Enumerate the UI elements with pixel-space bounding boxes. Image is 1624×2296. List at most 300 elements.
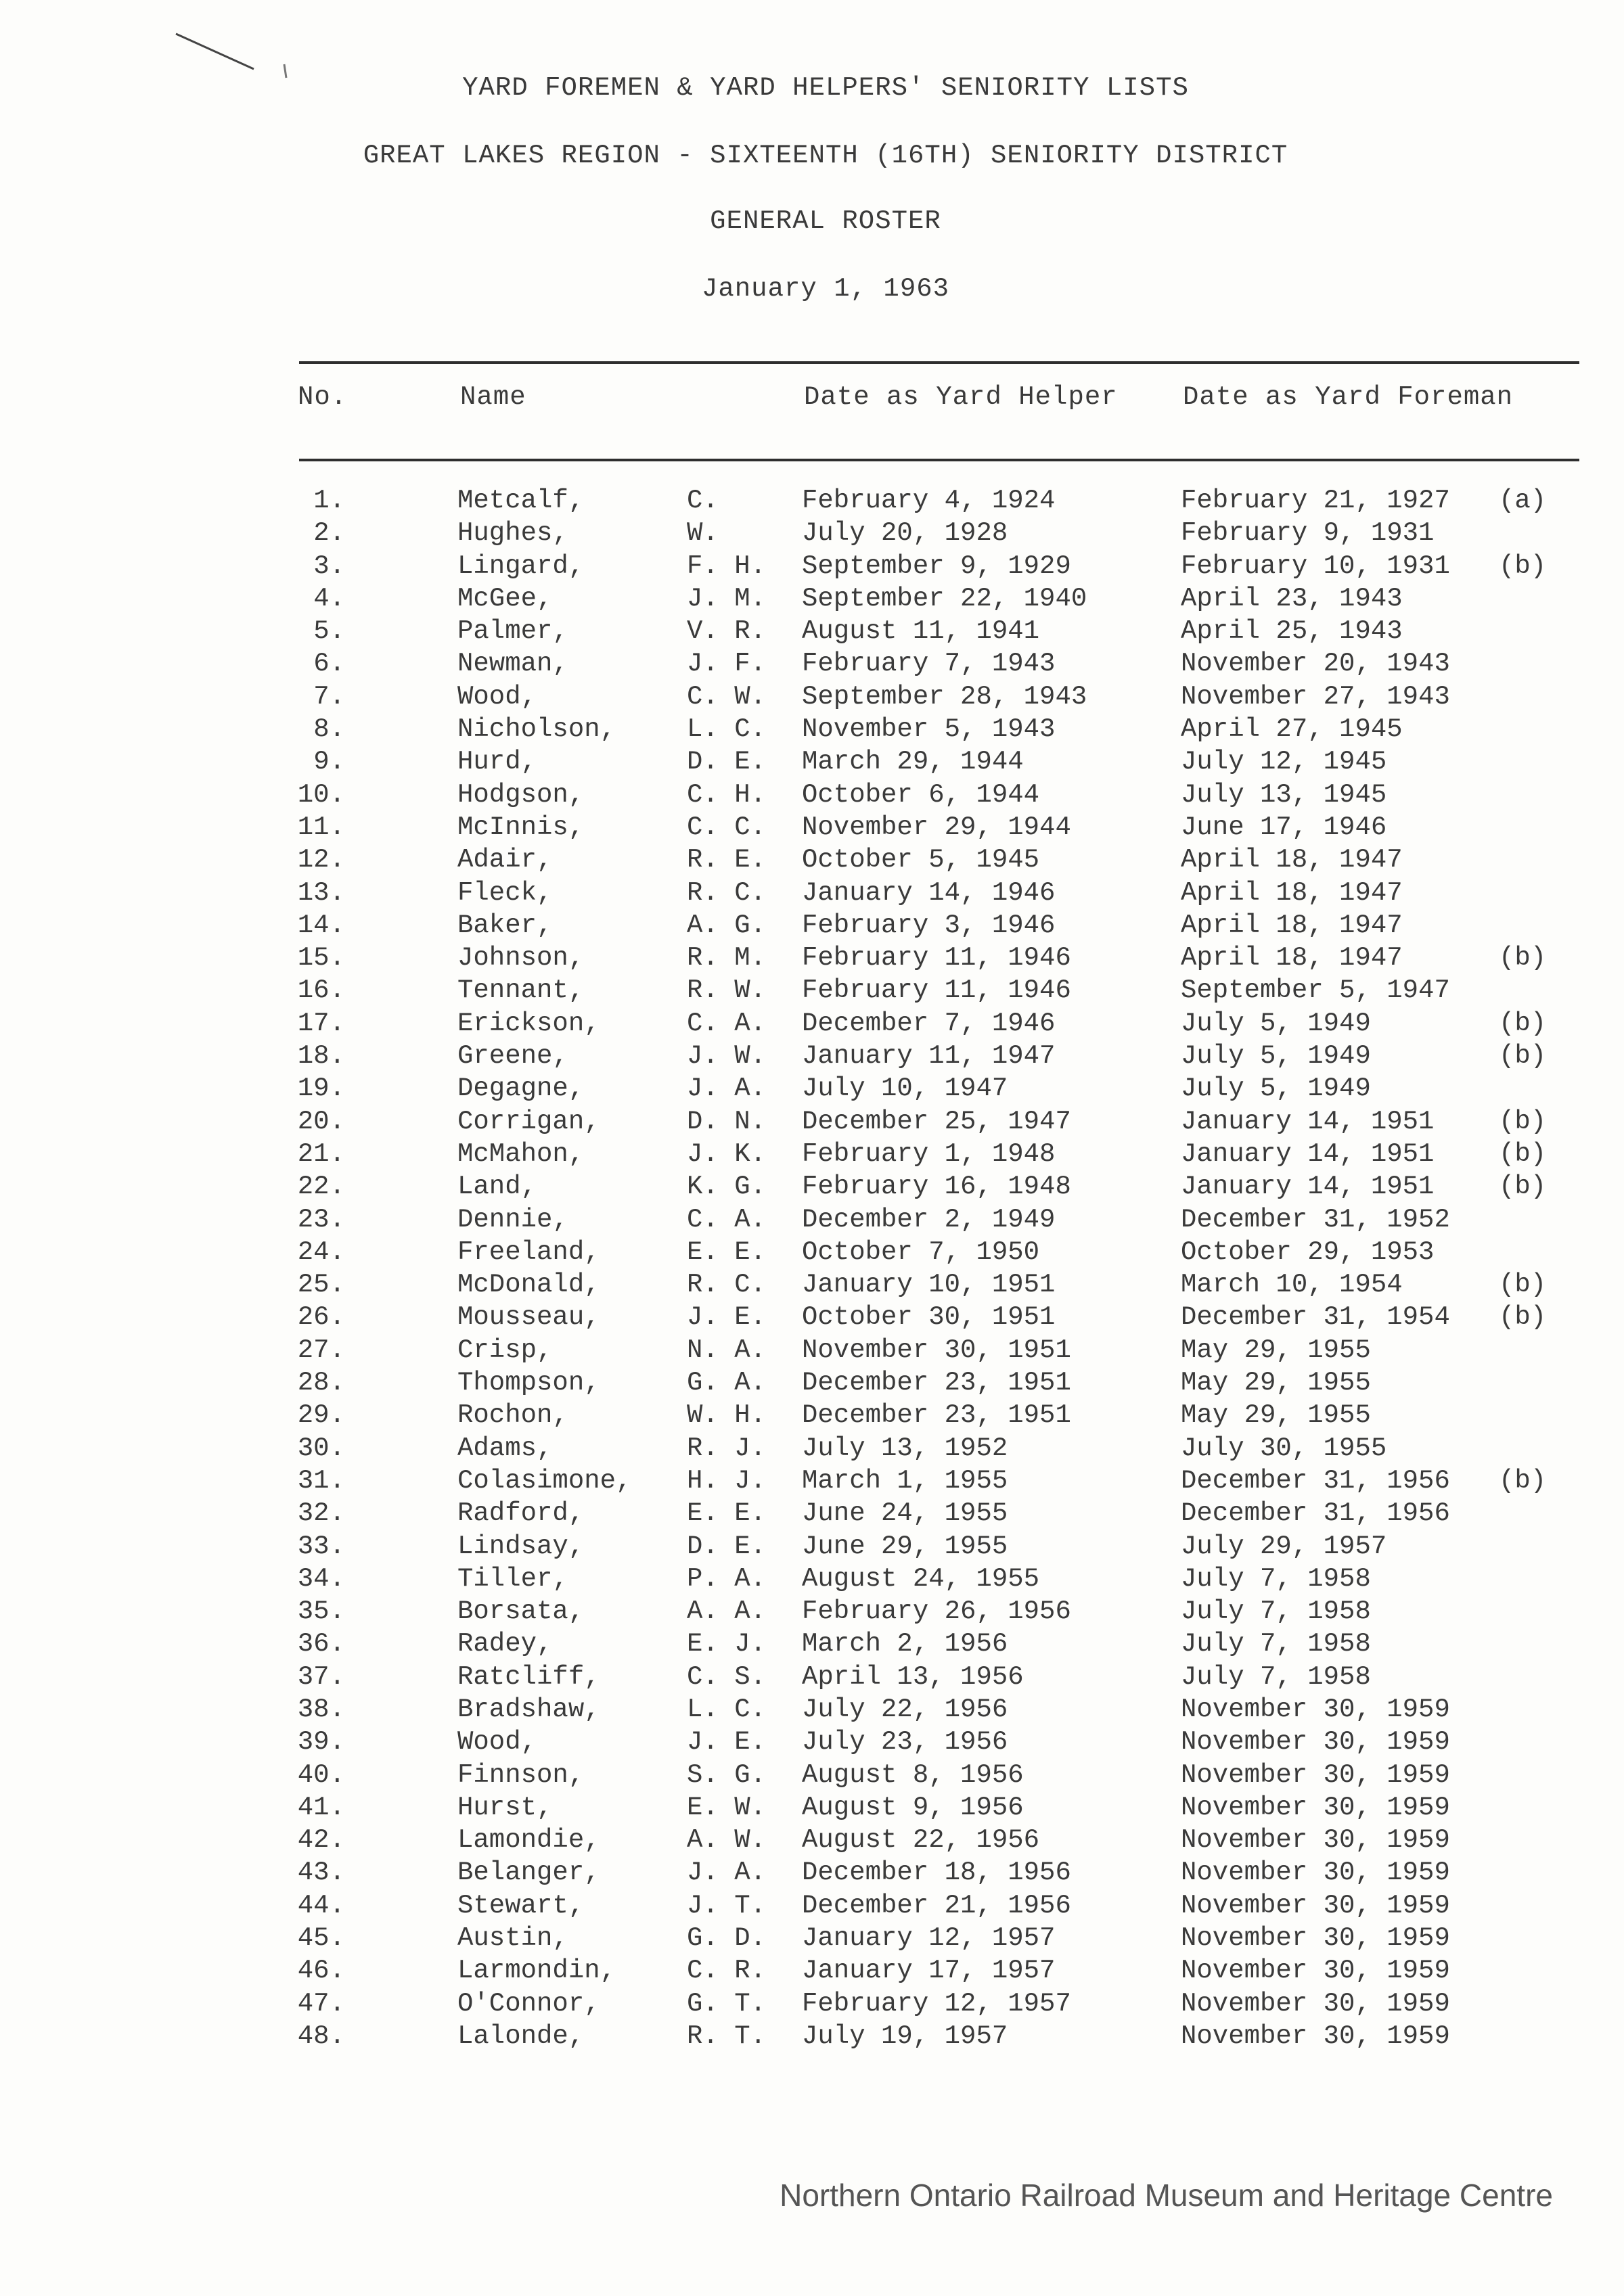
employee-initials: C. A. (687, 1008, 767, 1038)
helper-date: December 7, 1946 (802, 1008, 1056, 1038)
row-number: 41. (297, 1792, 345, 1822)
employee-initials: L. C. (687, 1694, 767, 1724)
row-number: 16. (297, 975, 345, 1006)
foreman-date: May 29, 1955 (1181, 1368, 1371, 1398)
employee-name: Nicholson, (457, 714, 616, 745)
employee-initials: R. W. (687, 975, 767, 1006)
employee-initials: P. A. (687, 1563, 767, 1594)
foreman-date: November 30, 1959 (1181, 1760, 1450, 1790)
foreman-date: July 7, 1958 (1181, 1661, 1371, 1692)
foreman-date: July 7, 1958 (1181, 1563, 1371, 1594)
employee-initials: A. W. (687, 1825, 767, 1856)
foreman-date: June 17, 1946 (1181, 812, 1387, 842)
table-row (0, 1923, 1624, 1956)
employee-name: Adair, (457, 845, 553, 875)
employee-name: Tiller, (457, 1563, 568, 1594)
foreman-date: November 20, 1943 (1181, 649, 1450, 679)
employee-initials: J. T. (687, 1890, 767, 1921)
table-row (0, 911, 1624, 943)
row-number: 4. (313, 583, 345, 614)
helper-date: November 29, 1944 (802, 812, 1071, 842)
employee-initials: R. C. (687, 1270, 767, 1300)
employee-name: Wood, (457, 681, 537, 712)
column-header-helper-date: Date as Yard Helper (804, 382, 1118, 412)
row-number: 35. (297, 1597, 345, 1627)
employee-name: Larmondin, (457, 1956, 616, 1986)
row-number: 12. (297, 845, 345, 875)
helper-date: February 26, 1956 (802, 1597, 1071, 1627)
helper-date: August 8, 1956 (802, 1760, 1024, 1790)
foreman-date: April 18, 1947 (1181, 877, 1403, 908)
foreman-date: April 18, 1947 (1181, 910, 1403, 940)
table-row (0, 486, 1624, 518)
employee-initials: E. W. (687, 1792, 767, 1822)
footnote-mark: (b) (1499, 1172, 1547, 1202)
row-number: 27. (297, 1335, 345, 1365)
table-row (0, 1858, 1624, 1890)
helper-date: September 9, 1929 (802, 551, 1071, 581)
table-row (0, 551, 1624, 584)
employee-name: Finnson, (457, 1760, 585, 1790)
employee-initials: C. (687, 486, 719, 515)
table-row (0, 1107, 1624, 1139)
helper-date: January 14, 1946 (802, 877, 1056, 908)
helper-date: July 23, 1956 (802, 1727, 1008, 1758)
row-number: 3. (313, 551, 345, 581)
helper-date: August 11, 1941 (802, 616, 1040, 647)
foreman-date: October 29, 1953 (1181, 1237, 1435, 1267)
employee-initials: J. K. (687, 1139, 767, 1169)
employee-initials: C. A. (687, 1204, 767, 1235)
table-row (0, 682, 1624, 714)
employee-initials: D. E. (687, 747, 767, 777)
table-row (0, 1532, 1624, 1564)
foreman-date: May 29, 1955 (1181, 1335, 1371, 1365)
row-number: 9. (313, 747, 345, 777)
employee-initials: R. J. (687, 1433, 767, 1463)
table-row (0, 714, 1624, 747)
row-number: 43. (297, 1858, 345, 1888)
employee-initials: S. G. (687, 1760, 767, 1790)
employee-name: Land, (457, 1172, 537, 1202)
table-row (0, 1368, 1624, 1400)
helper-date: January 11, 1947 (802, 1041, 1056, 1072)
employee-name: McMahon, (457, 1139, 585, 1169)
employee-name: Austin, (457, 1923, 568, 1954)
foreman-date: November 30, 1959 (1181, 2021, 1450, 2051)
table-row (0, 1989, 1624, 2021)
table-row (0, 1760, 1624, 1793)
table-row (0, 1727, 1624, 1760)
table-row (0, 649, 1624, 681)
foreman-date: April 25, 1943 (1181, 616, 1403, 647)
employee-initials: C. C. (687, 812, 767, 842)
foreman-date: July 12, 1945 (1181, 747, 1387, 777)
row-number: 15. (297, 943, 345, 973)
employee-name: Adams, (457, 1433, 553, 1463)
row-number: 19. (297, 1074, 345, 1104)
employee-name: O'Connor, (457, 1988, 600, 2019)
column-header-name: Name (460, 382, 526, 412)
row-number: 2. (313, 518, 345, 549)
foreman-date: November 30, 1959 (1181, 1727, 1450, 1758)
footnote-mark: (b) (1499, 1270, 1547, 1300)
foreman-date: April 27, 1945 (1181, 714, 1403, 745)
helper-date: February 1, 1948 (802, 1139, 1056, 1169)
helper-date: November 5, 1943 (802, 714, 1056, 745)
foreman-date: July 7, 1958 (1181, 1597, 1371, 1627)
row-number: 20. (297, 1106, 345, 1136)
table-row (0, 975, 1624, 1008)
foreman-date: January 14, 1951 (1181, 1106, 1435, 1136)
employee-name: Freeland, (457, 1237, 600, 1267)
employee-name: Newman, (457, 649, 568, 679)
column-header-no: No. (298, 382, 348, 412)
row-number: 30. (297, 1433, 345, 1463)
foreman-date: November 30, 1959 (1181, 1792, 1450, 1822)
row-number: 10. (297, 779, 345, 810)
foreman-date: July 13, 1945 (1181, 779, 1387, 810)
employee-name: Thompson, (457, 1368, 600, 1398)
helper-date: February 4, 1924 (802, 486, 1056, 515)
employee-initials: E. J. (687, 1629, 767, 1659)
row-number: 24. (297, 1237, 345, 1267)
employee-name: Lindsay, (457, 1531, 585, 1561)
employee-initials: R. T. (687, 2021, 767, 2051)
row-number: 33. (297, 1531, 345, 1561)
helper-date: December 2, 1949 (802, 1204, 1056, 1235)
helper-date: February 16, 1948 (802, 1172, 1071, 1202)
employee-initials: L. C. (687, 714, 767, 745)
row-number: 42. (297, 1825, 345, 1856)
helper-date: July 20, 1928 (802, 518, 1008, 549)
table-row (0, 1139, 1624, 1172)
foreman-date: January 14, 1951 (1181, 1172, 1435, 1202)
helper-date: March 2, 1956 (802, 1629, 1008, 1659)
helper-date: February 12, 1957 (802, 1988, 1071, 2019)
row-number: 7. (313, 681, 345, 712)
employee-name: Corrigan, (457, 1106, 600, 1136)
helper-date: September 22, 1940 (802, 583, 1087, 614)
foreman-date: November 30, 1959 (1181, 1825, 1450, 1856)
employee-initials: A. G. (687, 910, 767, 940)
employee-initials: N. A. (687, 1335, 767, 1365)
employee-name: Hodgson, (457, 779, 585, 810)
employee-initials: C. R. (687, 1956, 767, 1986)
employee-name: McDonald, (457, 1270, 600, 1300)
employee-name: Tennant, (457, 975, 585, 1006)
table-row (0, 1891, 1624, 1923)
employee-name: Ratcliff, (457, 1661, 600, 1692)
row-number: 8. (313, 714, 345, 745)
roster-table (0, 486, 1624, 2054)
row-number: 44. (297, 1890, 345, 1921)
helper-date: July 10, 1947 (802, 1074, 1008, 1104)
employee-name: Mousseau, (457, 1302, 600, 1333)
employee-initials: H. J. (687, 1465, 767, 1496)
table-row (0, 780, 1624, 812)
row-number: 46. (297, 1956, 345, 1986)
helper-date: October 5, 1945 (802, 845, 1040, 875)
row-number: 47. (297, 1988, 345, 2019)
footnote-mark: (b) (1499, 1106, 1547, 1136)
foreman-date: April 18, 1947 (1181, 943, 1403, 973)
table-row (0, 1695, 1624, 1727)
column-header-foreman-date: Date as Yard Foreman (1183, 382, 1514, 412)
employee-name: Fleck, (457, 877, 553, 908)
row-number: 22. (297, 1172, 345, 1202)
employee-initials: D. E. (687, 1531, 767, 1561)
employee-initials: C. S. (687, 1661, 767, 1692)
employee-name: McGee, (457, 583, 553, 614)
employee-initials: E. E. (687, 1237, 767, 1267)
employee-name: Lamondie, (457, 1825, 600, 1856)
employee-name: Radford, (457, 1498, 585, 1529)
employee-initials: R. M. (687, 943, 767, 973)
table-row (0, 943, 1624, 975)
helper-date: April 13, 1956 (802, 1661, 1024, 1692)
table-row (0, 1597, 1624, 1629)
helper-date: December 18, 1956 (802, 1858, 1071, 1888)
table-row (0, 1629, 1624, 1661)
foreman-date: December 31, 1954 (1181, 1302, 1450, 1333)
helper-date: December 21, 1956 (802, 1890, 1071, 1921)
employee-name: Colasimone, (457, 1465, 632, 1496)
employee-name: Metcalf, (457, 486, 585, 515)
table-row (0, 1433, 1624, 1466)
table-row (0, 1956, 1624, 1988)
roster-date: January 1, 1963 (701, 274, 950, 304)
table-row (0, 584, 1624, 616)
employee-initials: C. W. (687, 681, 767, 712)
employee-name: Radey, (457, 1629, 553, 1659)
table-row (0, 1498, 1624, 1531)
employee-initials: J. E. (687, 1302, 767, 1333)
foreman-date: May 29, 1955 (1181, 1400, 1371, 1431)
table-row (0, 1302, 1624, 1335)
row-number: 11. (297, 812, 345, 842)
employee-initials: K. G. (687, 1172, 767, 1202)
employee-name: McInnis, (457, 812, 585, 842)
foreman-date: April 23, 1943 (1181, 583, 1403, 614)
table-row (0, 845, 1624, 877)
header-top-rule (299, 361, 1579, 364)
employee-name: Lalonde, (457, 2021, 585, 2051)
table-row (0, 1270, 1624, 1302)
helper-date: December 23, 1951 (802, 1400, 1071, 1431)
employee-name: Greene, (457, 1041, 568, 1072)
footnote-mark: (b) (1499, 1302, 1547, 1333)
employee-initials: C. H. (687, 779, 767, 810)
row-number: 28. (297, 1368, 345, 1398)
table-row (0, 1074, 1624, 1106)
row-number: 48. (297, 2021, 345, 2051)
foreman-date: November 30, 1959 (1181, 1694, 1450, 1724)
employee-name: Palmer, (457, 616, 568, 647)
employee-initials: J. A. (687, 1074, 767, 1104)
foreman-date: November 30, 1959 (1181, 1956, 1450, 1986)
row-number: 32. (297, 1498, 345, 1529)
foreman-date: July 29, 1957 (1181, 1531, 1387, 1561)
row-number: 34. (297, 1563, 345, 1594)
employee-initials: G. D. (687, 1923, 767, 1954)
foreman-date: December 31, 1956 (1181, 1498, 1450, 1529)
helper-date: January 17, 1957 (802, 1956, 1056, 1986)
footnote-mark: (b) (1499, 551, 1547, 581)
foreman-date: January 14, 1951 (1181, 1139, 1435, 1169)
employee-initials: J. A. (687, 1858, 767, 1888)
helper-date: June 29, 1955 (802, 1531, 1008, 1561)
foreman-date: July 30, 1955 (1181, 1433, 1387, 1463)
foreman-date: December 31, 1952 (1181, 1204, 1450, 1235)
helper-date: October 7, 1950 (802, 1237, 1040, 1267)
title-line-1: YARD FOREMEN & YARD HELPERS' SENIORITY LISTS (462, 73, 1189, 103)
employee-name: Johnson, (457, 943, 585, 973)
employee-name: Hughes, (457, 518, 568, 549)
employee-initials: W. (687, 518, 719, 549)
helper-date: January 12, 1957 (802, 1923, 1056, 1954)
foreman-date: November 30, 1959 (1181, 1923, 1450, 1954)
foreman-date: March 10, 1954 (1181, 1270, 1403, 1300)
helper-date: October 30, 1951 (802, 1302, 1056, 1333)
employee-name: Rochon, (457, 1400, 568, 1431)
row-number: 13. (297, 877, 345, 908)
helper-date: July 13, 1952 (802, 1433, 1008, 1463)
employee-name: Hurst, (457, 1792, 553, 1822)
employee-initials: G. T. (687, 1988, 767, 2019)
table-row (0, 1335, 1624, 1368)
row-number: 45. (297, 1923, 345, 1954)
table-row (0, 1400, 1624, 1433)
foreman-date: November 30, 1959 (1181, 1858, 1450, 1888)
table-row (0, 1041, 1624, 1074)
helper-date: February 11, 1946 (802, 975, 1071, 1006)
row-number: 23. (297, 1204, 345, 1235)
helper-date: October 6, 1944 (802, 779, 1040, 810)
employee-name: Baker, (457, 910, 553, 940)
foreman-date: July 5, 1949 (1181, 1008, 1371, 1038)
table-row (0, 1172, 1624, 1204)
foreman-date: July 7, 1958 (1181, 1629, 1371, 1659)
employee-initials: W. H. (687, 1400, 767, 1431)
row-number: 5. (313, 616, 345, 647)
helper-date: January 10, 1951 (802, 1270, 1056, 1300)
helper-date: August 24, 1955 (802, 1563, 1040, 1594)
table-row (0, 1825, 1624, 1858)
employee-initials: A. A. (687, 1597, 767, 1627)
helper-date: November 30, 1951 (802, 1335, 1071, 1365)
employee-initials: J. E. (687, 1727, 767, 1758)
title-line-3: GENERAL ROSTER (710, 206, 941, 236)
employee-initials: V. R. (687, 616, 767, 647)
helper-date: August 22, 1956 (802, 1825, 1040, 1856)
helper-date: July 19, 1957 (802, 2021, 1008, 2051)
employee-name: Degagne, (457, 1074, 585, 1104)
table-row (0, 2021, 1624, 2054)
table-row (0, 1662, 1624, 1695)
foreman-date: September 5, 1947 (1181, 975, 1450, 1006)
foreman-date: February 9, 1931 (1181, 518, 1435, 549)
table-row (0, 812, 1624, 845)
foreman-date: December 31, 1956 (1181, 1465, 1450, 1496)
employee-name: Erickson, (457, 1008, 600, 1038)
employee-name: Stewart, (457, 1890, 585, 1921)
employee-initials: D. N. (687, 1106, 767, 1136)
row-number: 18. (297, 1041, 345, 1072)
foreman-date: November 30, 1959 (1181, 1988, 1450, 2019)
table-row (0, 518, 1624, 551)
row-number: 1. (313, 486, 345, 515)
table-row (0, 1237, 1624, 1270)
helper-date: August 9, 1956 (802, 1792, 1024, 1822)
helper-date: December 25, 1947 (802, 1106, 1071, 1136)
footnote-mark: (b) (1499, 1008, 1547, 1038)
row-number: 37. (297, 1661, 345, 1692)
table-row (0, 1564, 1624, 1597)
foreman-date: February 10, 1931 (1181, 551, 1450, 581)
foreman-date: July 5, 1949 (1181, 1074, 1371, 1104)
row-number: 29. (297, 1400, 345, 1431)
employee-initials: J. W. (687, 1041, 767, 1072)
helper-date: March 1, 1955 (802, 1465, 1008, 1496)
footnote-mark: (b) (1499, 1465, 1547, 1496)
table-row (0, 1009, 1624, 1041)
table-row (0, 747, 1624, 779)
table-row (0, 1205, 1624, 1237)
helper-date: July 22, 1956 (802, 1694, 1008, 1724)
employee-name: Wood, (457, 1727, 537, 1758)
employee-name: Bradshaw, (457, 1694, 600, 1724)
footnote-mark: (b) (1499, 1041, 1547, 1072)
footnote-mark: (b) (1499, 943, 1547, 973)
helper-date: February 11, 1946 (802, 943, 1071, 973)
employee-name: Crisp, (457, 1335, 553, 1365)
helper-date: February 7, 1943 (802, 649, 1056, 679)
foreman-date: February 21, 1927 (1181, 486, 1450, 515)
helper-date: June 24, 1955 (802, 1498, 1008, 1529)
employee-initials: R. E. (687, 845, 767, 875)
foreman-date: April 18, 1947 (1181, 845, 1403, 875)
row-number: 31. (297, 1465, 345, 1496)
foreman-date: November 27, 1943 (1181, 681, 1450, 712)
title-line-2: GREAT LAKES REGION - SIXTEENTH (16TH) SENIORITY DISTRICT (363, 141, 1288, 170)
employee-initials: F. H. (687, 551, 767, 581)
employee-name: Dennie, (457, 1204, 568, 1235)
helper-date: March 29, 1944 (802, 747, 1024, 777)
row-number: 39. (297, 1727, 345, 1758)
footnote-mark: (b) (1499, 1139, 1547, 1169)
helper-date: February 3, 1946 (802, 910, 1056, 940)
row-number: 40. (297, 1760, 345, 1790)
employee-name: Borsata, (457, 1597, 585, 1627)
row-number: 14. (297, 910, 345, 940)
foreman-date: July 5, 1949 (1181, 1041, 1371, 1072)
employee-name: Lingard, (457, 551, 585, 581)
employee-initials: G. A. (687, 1368, 767, 1398)
row-number: 36. (297, 1629, 345, 1659)
employee-initials: J. M. (687, 583, 767, 614)
row-number: 25. (297, 1270, 345, 1300)
header-bottom-rule (299, 459, 1579, 461)
helper-date: September 28, 1943 (802, 681, 1087, 712)
helper-date: December 23, 1951 (802, 1368, 1071, 1398)
footnote-mark: (a) (1499, 486, 1547, 515)
table-row (0, 1793, 1624, 1825)
row-number: 21. (297, 1139, 345, 1169)
museum-watermark: Northern Ontario Railroad Museum and Heritage Centre (780, 2178, 1553, 2213)
table-row (0, 1466, 1624, 1498)
employee-initials: J. F. (687, 649, 767, 679)
